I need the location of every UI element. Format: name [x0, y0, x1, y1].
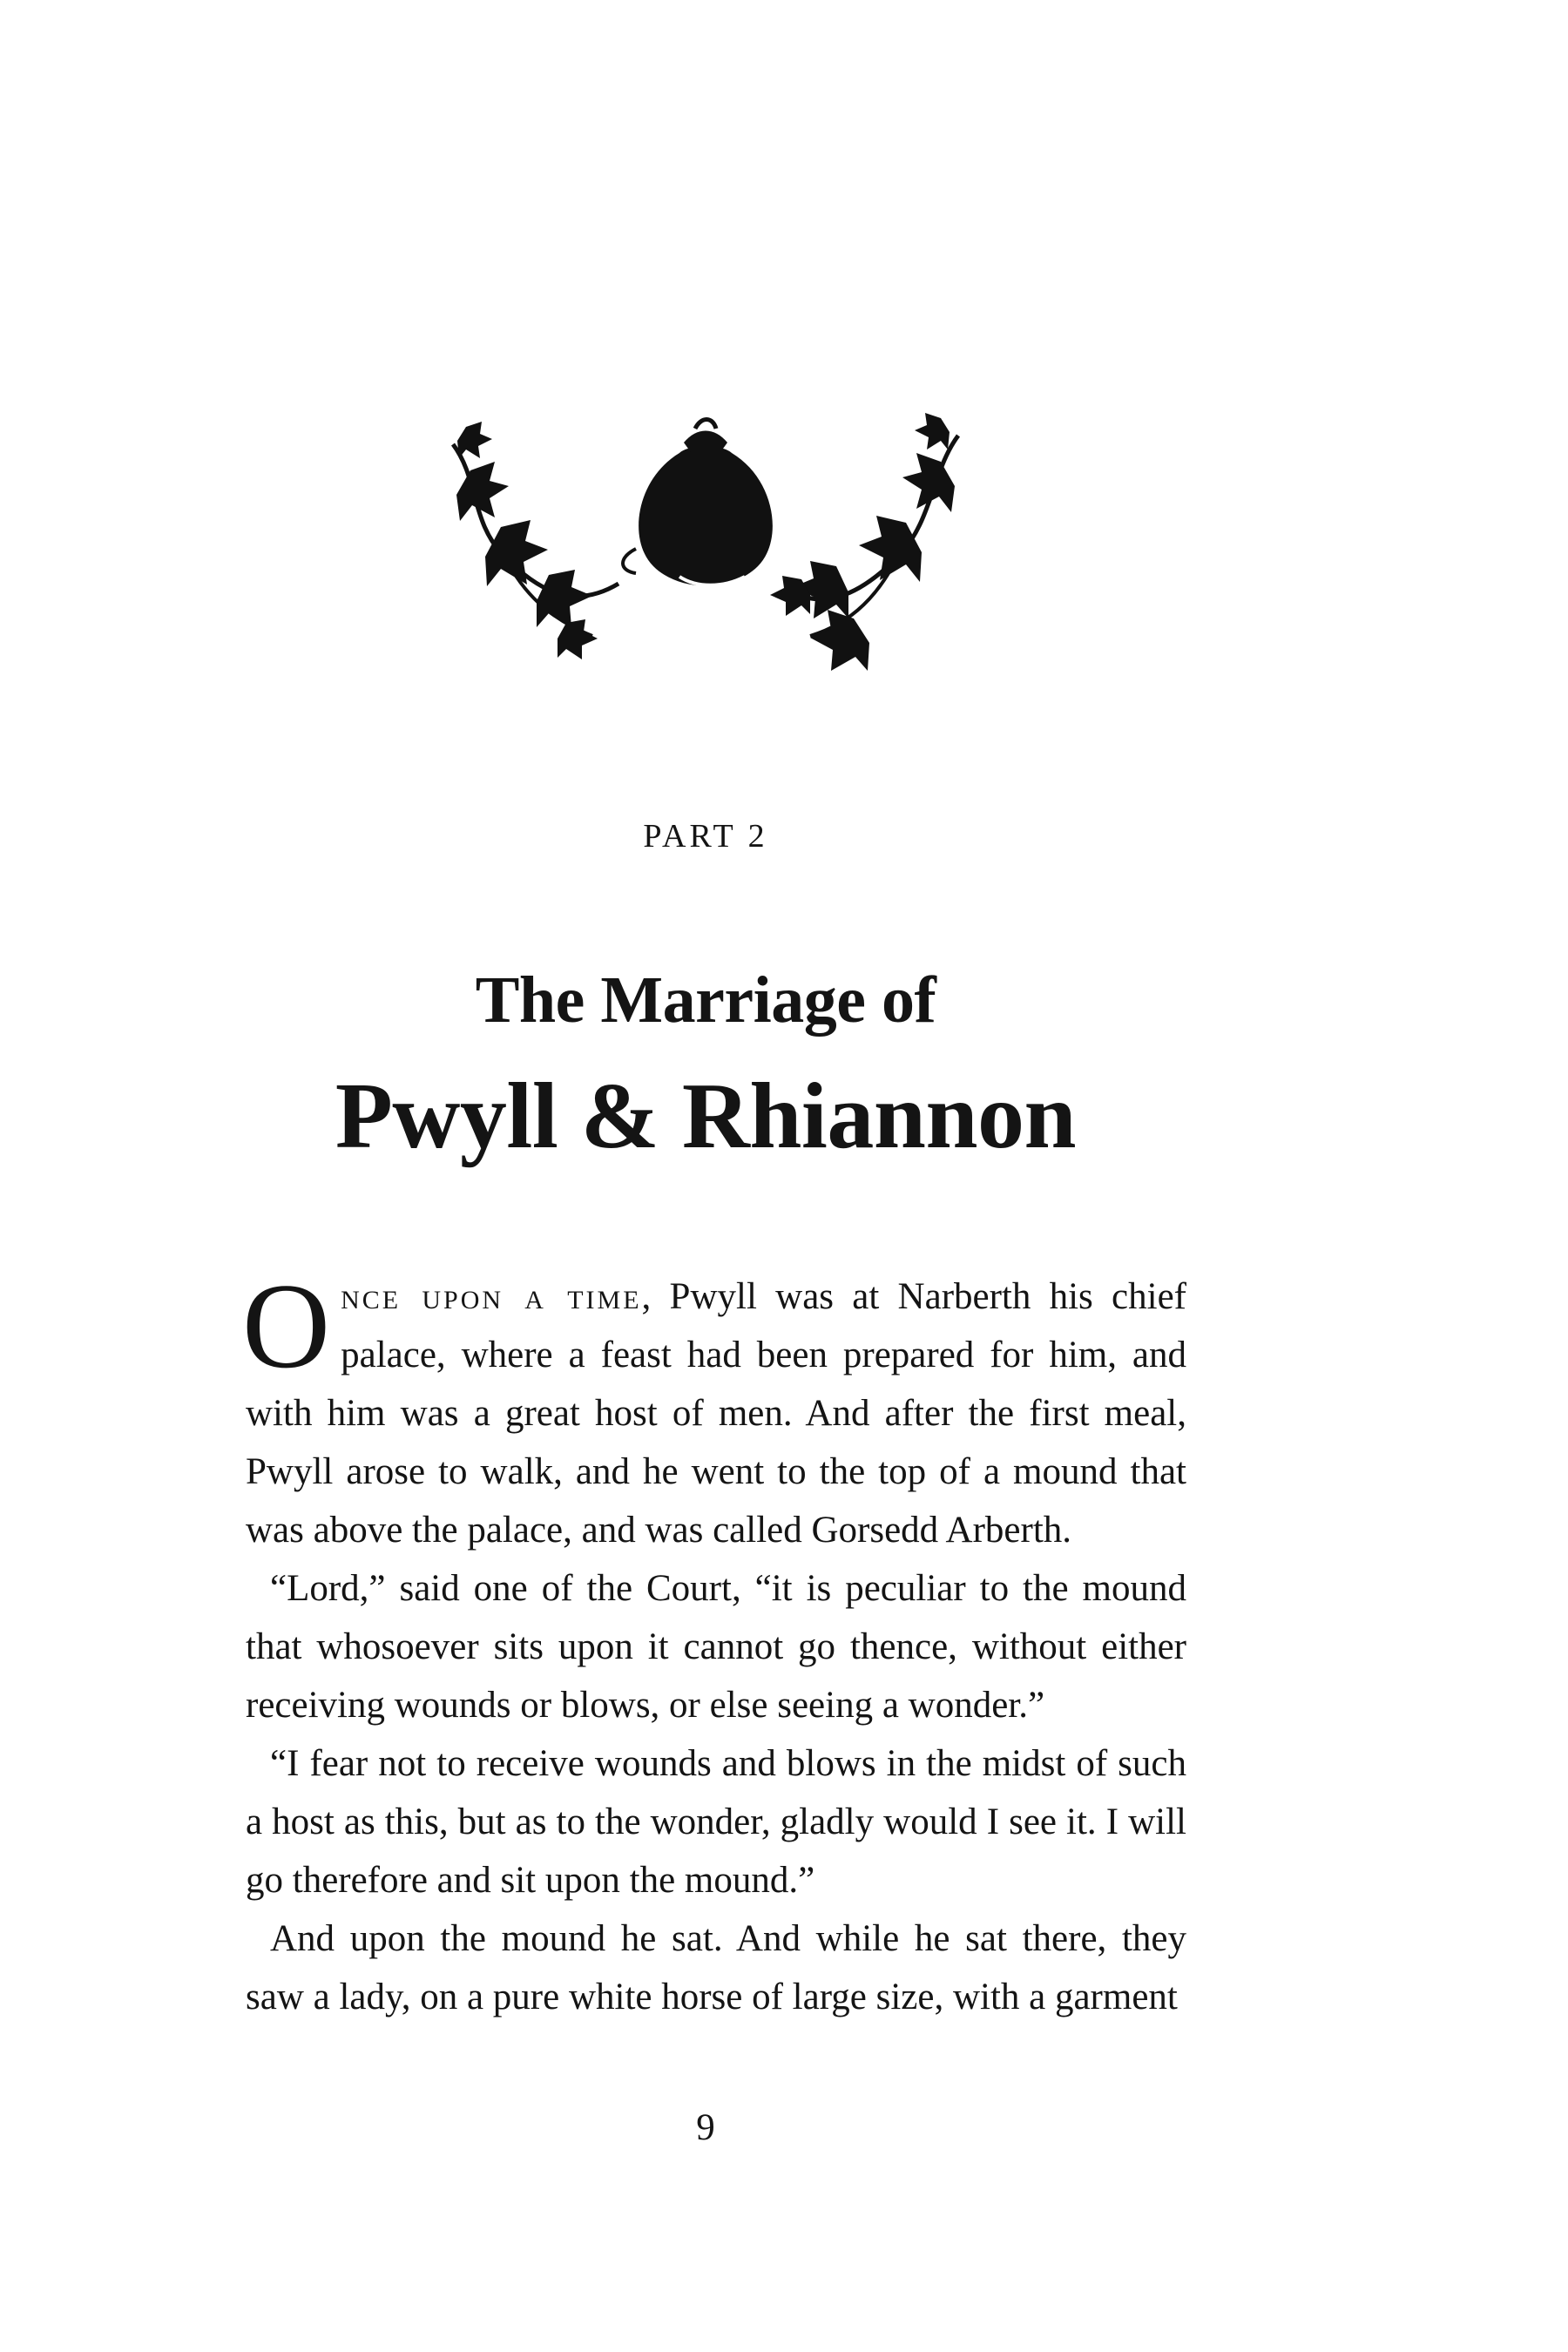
- chapter-title-line-2: Pwyll & Rhiannon: [335, 1064, 1077, 1168]
- paragraph-2: “Lord,” said one of the Court, “it is peculiar to the mound that whosoever sits upon it cannot go thence, without either receiving wounds or blows, or else seeing a wonder.”: [246, 1568, 1186, 1726]
- lead-smallcaps: nce upon a time: [341, 1276, 642, 1317]
- ivy-and-pouch-ornament-icon: [418, 375, 993, 688]
- paragraph-3: “I fear not to receive wounds and blows in the midst of such a host as this, but as to the wonder, gladly would I see it. I will go therefore and sit upon the mound.”: [246, 1743, 1186, 1901]
- chapter-title-line-1: The Marriage of: [475, 963, 936, 1037]
- page-number: 9: [696, 2107, 715, 2148]
- paragraph-4: And upon the mound he sat. And while he sat there, they saw a lady, on a pure white horse of large size, with a garment: [246, 1918, 1186, 2017]
- paragraph-1-text: , Pwyll was at Narberth his chief palace, where a feast had been prepared for him, and with him was a great host of men. And after the first meal, Pwyll arose to walk, and he went to the top of a mound that was above the palace, and was called Gorsedd Arberth.: [246, 1276, 1186, 1551]
- part-label: PART 2: [643, 818, 768, 855]
- drop-cap: O: [242, 1259, 331, 1394]
- paragraph-1: [242, 1259, 1186, 1559]
- story-text: [242, 1259, 1186, 2026]
